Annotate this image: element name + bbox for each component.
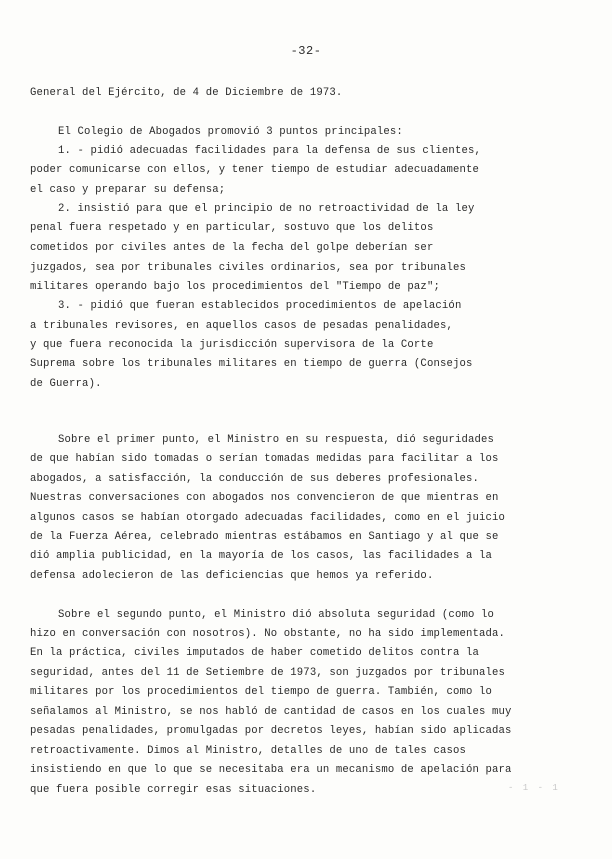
text-line: General del Ejército, de 4 de Diciembre de 1973. xyxy=(30,87,343,99)
text-line: Nuestras conversaciones con abogados nos convencieron de que mientras en xyxy=(30,492,499,504)
text-line: defensa adolecieron de las deficiencias que hemos ya referido. xyxy=(30,570,434,582)
text-line: de Guerra). xyxy=(30,378,102,390)
text-line: abogados, a satisfacción, la conducción de sus deberes profesionales. xyxy=(30,473,480,485)
text-line: 1. - pidió adecuadas facilidades para la defensa de sus clientes, xyxy=(58,145,481,157)
text-line: Sobre el primer punto, el Ministro en su respuesta, dió seguridades xyxy=(58,434,494,446)
text-line: Suprema sobre los tribunales militares en tiempo de guerra (Consejos xyxy=(30,358,473,370)
text-line: de que habían sido tomadas o serían tomadas medidas para facilitar a los xyxy=(30,453,499,465)
text-line: 2. insistió para que el principio de no retroactividad de la ley xyxy=(58,203,475,215)
text-line: que fuera posible corregir esas situaciones. xyxy=(30,784,317,796)
text-line: seguridad, antes del 11 de Setiembre de 1973, son juzgados por tribunales xyxy=(30,667,506,679)
text-line: a tribunales revisores, en aquellos casos de pesadas penalidades, xyxy=(30,320,453,332)
text-line: dió amplia publicidad, en la mayoría de los casos, las facilidades a la xyxy=(30,550,493,562)
text-line: y que fuera reconocida la jurisdicción supervisora de la Corte xyxy=(30,339,434,351)
text-line: retroactivamente. Dimos al Ministro, detalles de uno de tales casos xyxy=(30,745,466,757)
text-line: de la Fuerza Aérea, celebrado mientras estábamos en Santiago y al que se xyxy=(30,531,499,543)
text-line: poder comunicarse con ellos, y tener tiempo de estudiar adecuadamente xyxy=(30,164,480,176)
text-line: hizo en conversación con nosotros). No obstante, no ha sido implementada. xyxy=(30,628,506,640)
text-line: penal fuera respetado y en particular, sostuvo que los delitos xyxy=(30,222,434,234)
text-line: militares operando bajo los procedimientos del "Tiempo de paz"; xyxy=(30,281,440,293)
text-line: 3. - pidió que fueran establecidos procedimientos de apelación xyxy=(58,300,462,312)
text-line: pesadas penalidades, promulgadas por decretos leyes, habían sido aplicadas xyxy=(30,725,512,737)
text-line: militares por los procedimientos del tiempo de guerra. También, como lo xyxy=(30,686,493,698)
text-line: En la práctica, civiles imputados de haber cometido delitos contra la xyxy=(30,647,480,659)
text-line: señalamos al Ministro, se nos habló de cantidad de casos en los cuales muy xyxy=(30,706,512,718)
page-number: -32- xyxy=(290,44,322,58)
text-line: juzgados, sea por tribunales civiles ordinarios, sea por tribunales xyxy=(30,262,466,274)
text-line: insistiendo en que lo que se necesitaba era un mecanismo de apelación para xyxy=(30,764,512,776)
text-line: algunos casos se habían otorgado adecuadas facilidades, como en el juicio xyxy=(30,512,506,524)
text-line: cometidos por civiles antes de la fecha del golpe deberían ser xyxy=(30,242,434,254)
text-line: El Colegio de Abogados promovió 3 puntos principales: xyxy=(58,126,403,138)
corner-mark: - 1 - 1 xyxy=(508,783,560,793)
text-line: Sobre el segundo punto, el Ministro dió absoluta seguridad (como lo xyxy=(58,609,494,621)
text-line: el caso y preparar su defensa; xyxy=(30,184,226,196)
